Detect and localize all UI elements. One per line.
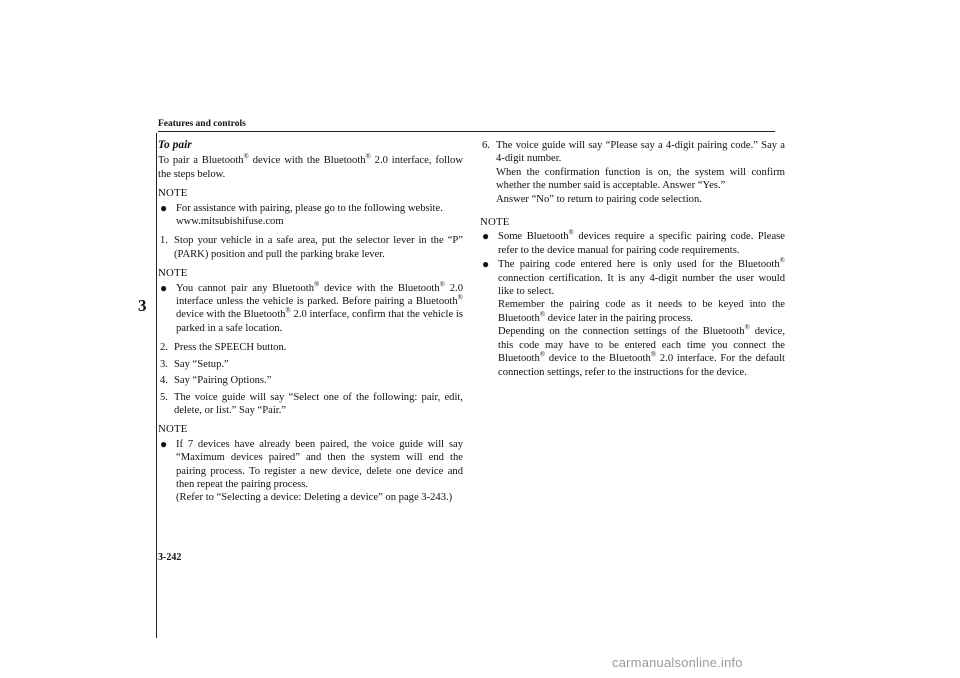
step-1: 1. Stop your vehicle in a safe area, put the selector lever in the “P” (PARK) position and pull the parking brake lever. [160,235,463,260]
header-rule [158,131,775,132]
note-bullet: ● Some Bluetooth® devices require a specific pairing code. Please refer to the device manual for pairing code requirements. [482,228,785,256]
note-label: NOTE [480,216,510,229]
note-pairing-code [480,216,785,379]
bullet-icon: ● [482,257,490,272]
watermark: carmanualsonline.info [612,655,743,670]
bullet-icon: ● [160,280,168,295]
bullet-icon: ● [160,200,168,215]
chapter-number: 3 [138,296,147,315]
note-website [158,187,463,228]
section-title: To pair [158,139,192,151]
step-5: 5. The voice guide will say “Select one of the following: pair, edit, delete, or list.” Say “Pair.” [160,391,463,416]
note-label: NOTE [158,423,188,436]
note-bullet: ● The pairing code entered here is only used for the Bluetooth® connection certification. It is any 4-digit number the user would like to select. Remember the pairing code as it needs to be keyed into the Bluetooth® device later in the pairing process. Depending on the connection settings of the Bluetooth® device, this code may have to be entered each time you connect the Bluetooth® device to the Bluetooth® 2.0 interface. For the default connection settings, refer to the instructions for the device. [482,256,785,378]
note-parked [158,267,463,335]
bullet-icon: ● [482,229,490,244]
step-6: 6. The voice guide will say “Please say a 4-digit pairing code.” Say a 4-digit number. When the confirmation function is on, the system will confirm whether the number said is acceptable. Answer “Yes.” Answer “No” to return to pairing code selection. [482,140,785,205]
note-max-devices [158,423,463,504]
running-header: Features and controls [158,119,246,129]
left-column [158,139,463,505]
bullet-icon: ● [160,436,168,451]
page-number: 3-242 [158,552,182,563]
note-label: NOTE [158,187,188,200]
right-column [480,139,785,379]
step-3: 3. Say “Setup.” [160,358,229,370]
step-2: 2. Press the SPEECH button. [160,342,287,354]
note-bullet: ● If 7 devices have already been paired, the voice guide will say “Maximum devices paired” and then the system will end the pairing process. To register a new device, delete one device and then repeat the pairing process. (Refer to “Selecting a device: Deleting a device” on page 3-243.) [160,436,463,504]
step-4: 4. Say “Pairing Options.” [160,375,272,387]
chapter-tab [130,133,157,638]
website-url: www.mitsubishifuse.com [176,216,284,228]
note-bullet: ● For assistance with pairing, please go to the following website. www.mitsubishifuse.com [160,200,443,228]
page-reference: (Refer to “Selecting a device: Deleting a device” on page 3-243.) [176,492,453,504]
note-bullet: ● You cannot pair any Bluetooth® device with the Bluetooth® 2.0 interface unless the vehicle is parked. Before pairing a Bluetooth® device with the Bluetooth® 2.0 interface, confirm that the vehicle is parked in a safe location. [160,280,463,334]
note-label: NOTE [158,267,188,280]
intro-paragraph: To pair a Bluetooth® device with the Bluetooth® 2.0 interface, follow the steps below. [158,152,463,180]
